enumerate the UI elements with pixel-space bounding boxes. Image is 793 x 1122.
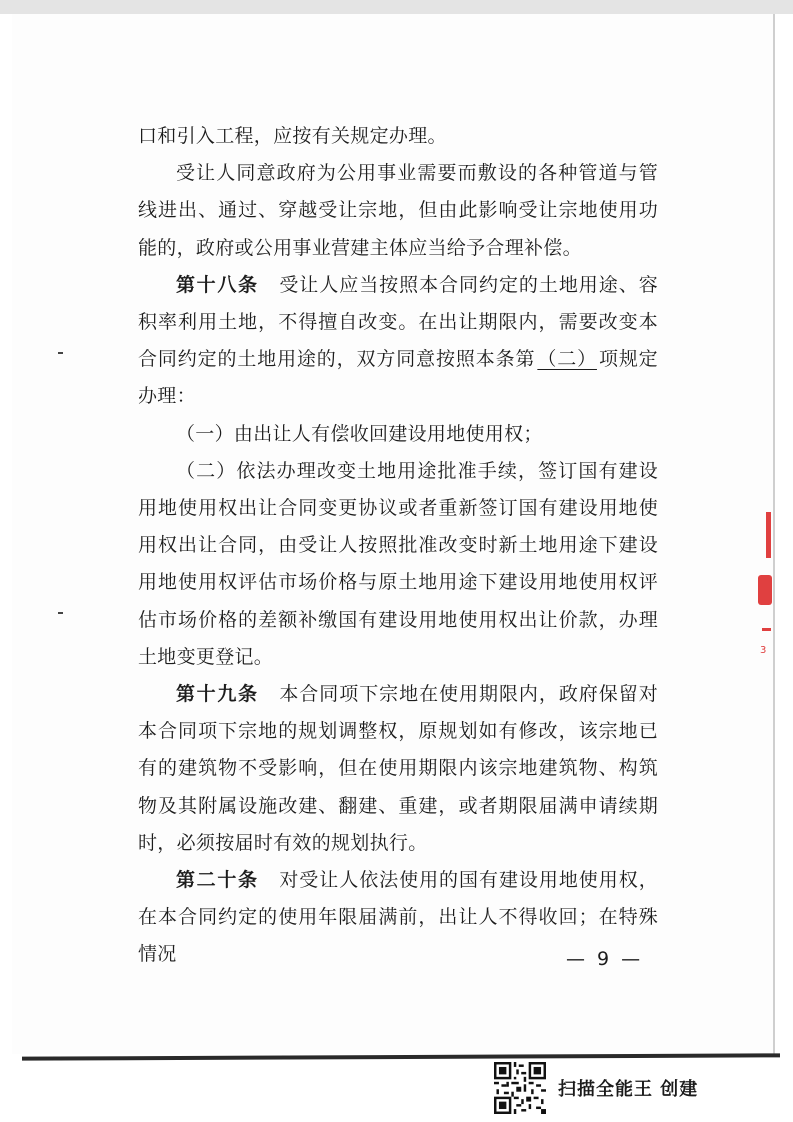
- paragraph-text: 项规定办理：: [138, 348, 658, 408]
- paragraph-text: 受让人同意政府为公用事业需要而敷设的各种管道与管线进出、通过、穿越受让宗地，但由此影响受让宗地使用功能的，政府或公用事业营建主体应当给予合理补偿。: [138, 162, 658, 259]
- article-heading: 第十八条: [176, 273, 259, 296]
- paragraph: [138, 118, 658, 155]
- paragraph-text: 受让人应当按照本合同约定的土地用途、容积率利用土地，不得擅自改变。在出让期限内，需要改变本合同约定的土地用途的，双方同意按照本条第: [138, 273, 658, 371]
- red-seal-fragment: [758, 575, 772, 605]
- scanner-app-label: 扫描全能王 创建: [558, 1079, 699, 1100]
- page-bottom-edge: [22, 1053, 780, 1060]
- paragraph-text: 本合同项下宗地在使用期限内，政府保留对本合同项下宗地的规划调整权，原规划如有修改，该宗地已有的建筑物不受影响，但在使用期限内该宗地建筑物、构筑物及其附属设施改建、翻建、重建，或者期限届满申请续期时，必须按届时有效的规划执行。: [138, 683, 658, 854]
- paragraph-text: 对受让人依法使用的国有建设用地使用权，在本合同约定的使用年限届满前，出让人不得收回；在特殊情况: [138, 869, 658, 966]
- paragraph: [138, 416, 658, 453]
- paragraph: [138, 453, 658, 676]
- paragraph-text: （一）由出让人有偿收回建设用地使用权；: [176, 422, 543, 445]
- paragraph: [138, 155, 658, 267]
- qr-code-icon: [494, 1062, 546, 1114]
- page-number: — 9 —: [566, 948, 644, 970]
- paragraph-text: 口和引入工程，应按有关规定办理。: [138, 125, 447, 147]
- paragraph-text: （二）依法办理改变土地用途批准手续，签订国有建设用地使用权出让合同变更协议或者重新签订国有建设用地使用权出让合同，由受让人按照批准改变时新土地用途下建设用地使用权评估市场价格与原土地用途下建设用地使用权评估市场价格的差额补缴国有建设用地使用权出让价款，办理土地变更登记。: [138, 459, 658, 668]
- scan-background-top: [0, 0, 793, 14]
- contract-body: [138, 118, 658, 974]
- article-heading: 第二十条: [176, 869, 259, 892]
- article-18: [138, 267, 658, 416]
- red-seal-text: 3: [760, 645, 767, 656]
- article-19: [138, 676, 658, 862]
- scan-speck: [58, 612, 63, 614]
- article-heading: 第十九条: [176, 683, 259, 706]
- scan-speck: [58, 352, 63, 354]
- red-seal-fragment: [762, 628, 771, 631]
- red-seal-fragment: [766, 512, 771, 558]
- selected-option-underline: （二）: [537, 348, 597, 371]
